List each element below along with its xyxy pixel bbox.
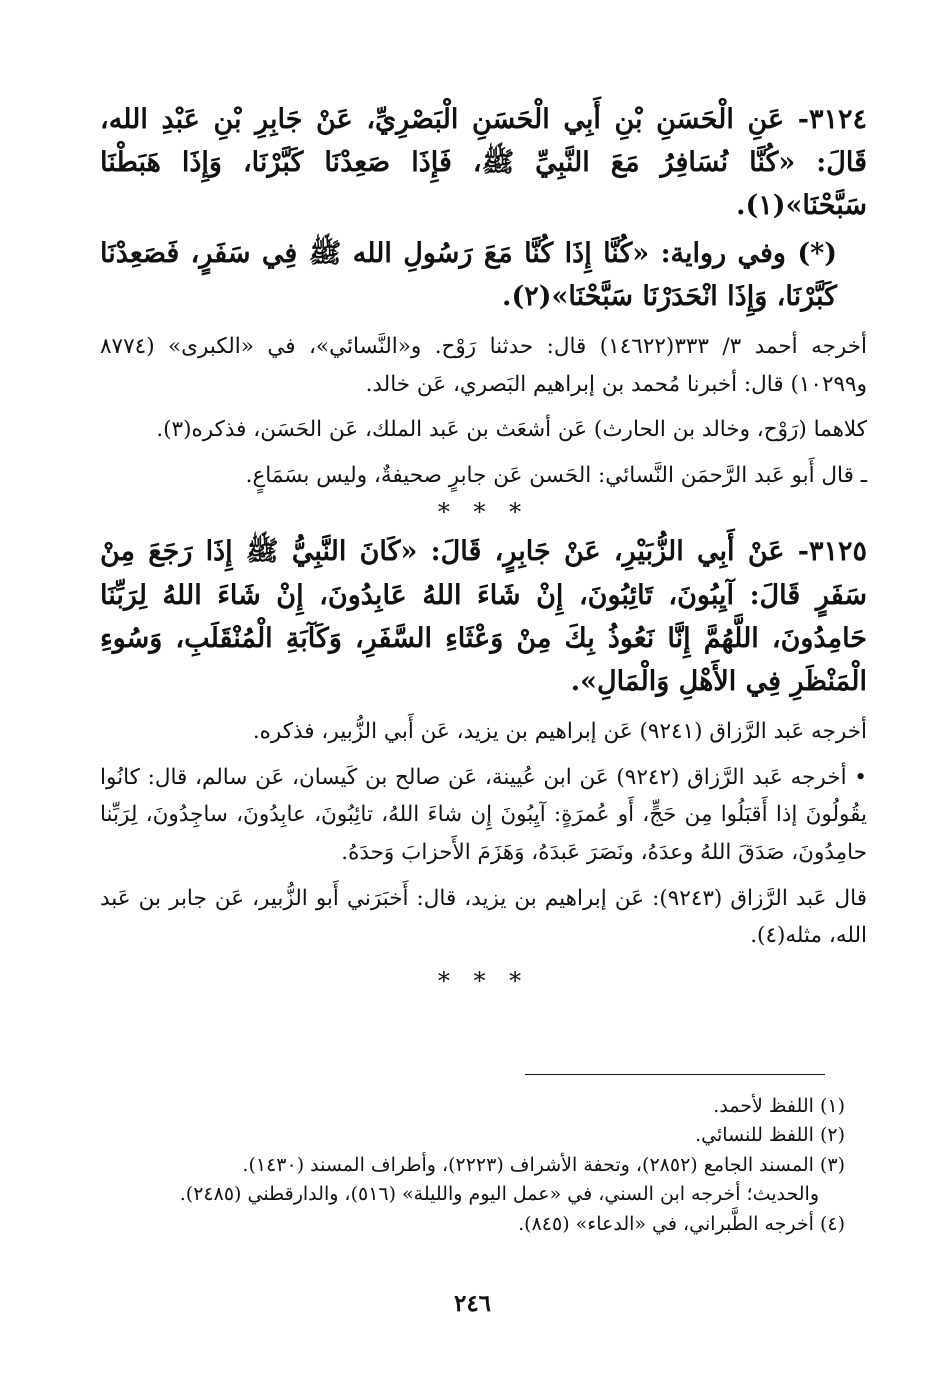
takhrij-paragraph: أخرجه أحمد ٣/ ٣٣٣(١٤٦٢٢) قال: حدثنا رَوْح. و«النَّسائي»، في «الكبرى» (٨٧٧٤ و١٠٢٩٩) قال: أخبرنا مُحمد بن إبراهيم البَصري، عَن خالد. [100, 333, 868, 397]
takhrij-paragraph: قال عَبد الرَّزاق (٩٢٤٣): عَن إبراهيم بن يزيد، قال: أَخبَرَني أَبو الزُّبير، عَن جابر بن عَبد الله، مثله(٤). [100, 885, 867, 949]
takhrij-paragraph: كلاهما (رَوْح، وخالد بن الحارث) عَن أشعَث بن عَبد الملك، عَن الحَسَن، فذكره(٣). [156, 417, 867, 443]
hadith-3125 [100, 530, 867, 703]
takhrij-paragraph: • أخرجه عَبد الرَّزاق (٩٢٤٢) عَن ابن عُيينة، عَن صالح بن كَيسان، عَن سالم، قال: كانُوا يقُولُونَ إذا أَقبَلُوا مِن حَجٍّ، أَو عُمرَةٍ: آيِبُونَ إِن شاءَ اللهُ، تائِبُونَ، عابِدُونَ، ساجِدُونَ، لِرَبِّنا حامِدُونَ، صَدَقَ اللهُ وعدَهُ، ونَصَرَ عَبدَهُ، وَهَزَمَ الأَحزابَ وَحدَهُ. [100, 764, 867, 866]
footnotes [105, 1092, 845, 1239]
hadith-text: عَنِ الْحَسَنِ بْنِ أَبِي الْحَسَنِ الْبَصْرِيِّ، عَنْ جَابِرِ بْنِ عَبْدِ الله، قَالَ: «كُنَّا نُسَافِرُ مَعَ النَّبِيِّ ﷺ، فَإِذَا صَعِدْنَا كَبَّرْنَا، وَإِذَا هَبَطْنَا سَبَّحْنَا»(١). [100, 104, 867, 222]
hadith-variant: (*) وفي رواية: «كُنَّا إِذَا كُنَّا مَعَ رَسُولِ الله ﷺ فِي سَفَرٍ، فَصَعِدْنَا كَبَّرْنَا، وَإِذَا انْحَدَرْنَا سَبَّحْنَا»(٢). [100, 237, 837, 312]
section-separator: * * * [437, 966, 530, 995]
page-number: ٢٤٦ [453, 1290, 492, 1317]
hadith-3124 [100, 98, 867, 228]
hadith-text: عَنْ أَبِي الزُّبَيْرِ، عَنْ جَابِرٍ، قَالَ: «كَانَ النَّبِيُّ ﷺ إِذَا رَجَعَ مِنْ سَفَرٍ قَالَ: آيِبُونَ، تَائِبُونَ، إِنْ شَاءَ اللهُ عَابِدُونَ، إِنْ شَاءَ اللهُ لِرَبِّنَا حَامِدُونَ، اللَّهُمَّ إِنَّا نَعُوذُ بِكَ مِنْ وَعْثَاءِ السَّفَرِ، وَكَآبَةِ الْمُنْقَلَبِ، وَسُوءِ الْمَنْظَرِ فِي الأَهْلِ وَالْمَالِ». [100, 536, 867, 697]
footnote-continuation: والحديث؛ أخرجه ابن السني، في «عمل اليوم والليلة» (٥١٦)، والدارقطني (٢٤٨٥). [179, 1183, 819, 1206]
footnote-divider [525, 1074, 825, 1075]
footnote: (٣) المسند الجامع (٢٨٥٢)، وتحفة الأشراف (٢٢٢٣)، وأطراف المسند (١٤٣٠). [242, 1153, 845, 1176]
hadith-number: ٣١٢٥- [797, 536, 867, 568]
hadith-number: ٣١٢٤- [797, 104, 867, 135]
section-separator: * * * [437, 498, 530, 527]
footnote: (١) اللفظ لأحمد. [713, 1095, 845, 1117]
footnote: (٤) أخرجه الطَّبراني، في «الدعاء» (٨٤٥). [518, 1212, 845, 1235]
takhrij-paragraph: ـ قال أَبو عَبد الرَّحمَن النَّسائي: الحَسن عَن جابرٍ صحيفةٌ، وليس بسَمَاعٍ. [245, 462, 867, 488]
takhrij-paragraph: أخرجه عَبد الرَّزاق (٩٢٤١) عَن إبراهيم بن يزيد، عَن أَبي الزُّبير، فذكره. [252, 719, 867, 745]
footnote: (٢) اللفظ للنسائي. [695, 1124, 845, 1147]
